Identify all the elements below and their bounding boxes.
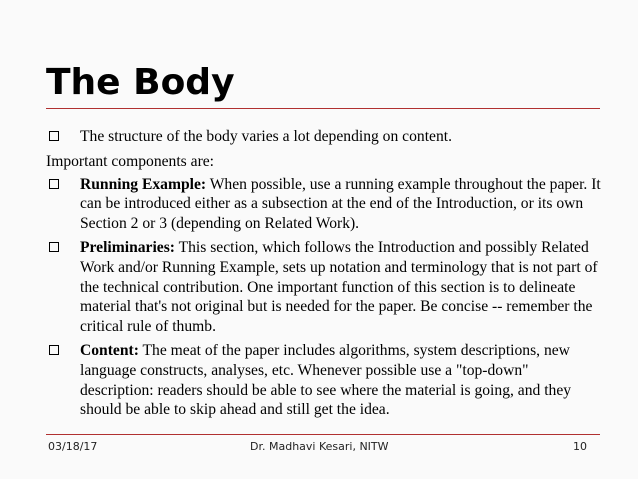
checkbox-square-icon [49,179,59,189]
item-label: Running Example: [80,175,207,193]
list-item-running-example [46,175,606,234]
slide-title: The Body [46,62,235,103]
intro-line: Important components are: [46,152,215,170]
intro-bullet [46,127,606,147]
item-text: This section, which follows the Introduction and possibly Related Work and/or Running Example, sets up notation and terminology that is not part of the technical contribution. One important function of this section is to delineate material that's not original but is needed for the paper. Be concise -- remember the critical rule of thumb. [80,238,598,336]
checkbox-square-icon [49,131,59,141]
item-label: Content: [80,341,139,359]
list-item-content [46,341,606,420]
page-number: 10 [573,440,587,453]
item-text: When possible, use a running example throughout the paper. It can be introduced either as a subsection at the end of the Introduction, or its own Section 2 or 3 (depending on Related Work). [80,175,601,233]
intro-bullet-text: The structure of the body varies a lot depending on content. [80,128,452,145]
footer-author: Dr. Madhavi Kesari, NITW [250,440,389,453]
item-label: Preliminaries: [80,238,175,256]
footer-divider [46,434,600,435]
checkbox-square-icon [49,345,59,355]
checkbox-square-icon [49,242,59,252]
title-divider [46,108,600,109]
slide-body [46,127,606,420]
footer-date: 03/18/17 [48,440,98,453]
list-item-preliminaries [46,238,606,337]
item-text: The meat of the paper includes algorithms, system descriptions, new language constructs, analyses, etc. Whenever possible use a "top-down" description: readers should be able to see where the material is going, and they should be able to skip ahead and still get the idea. [80,341,572,419]
